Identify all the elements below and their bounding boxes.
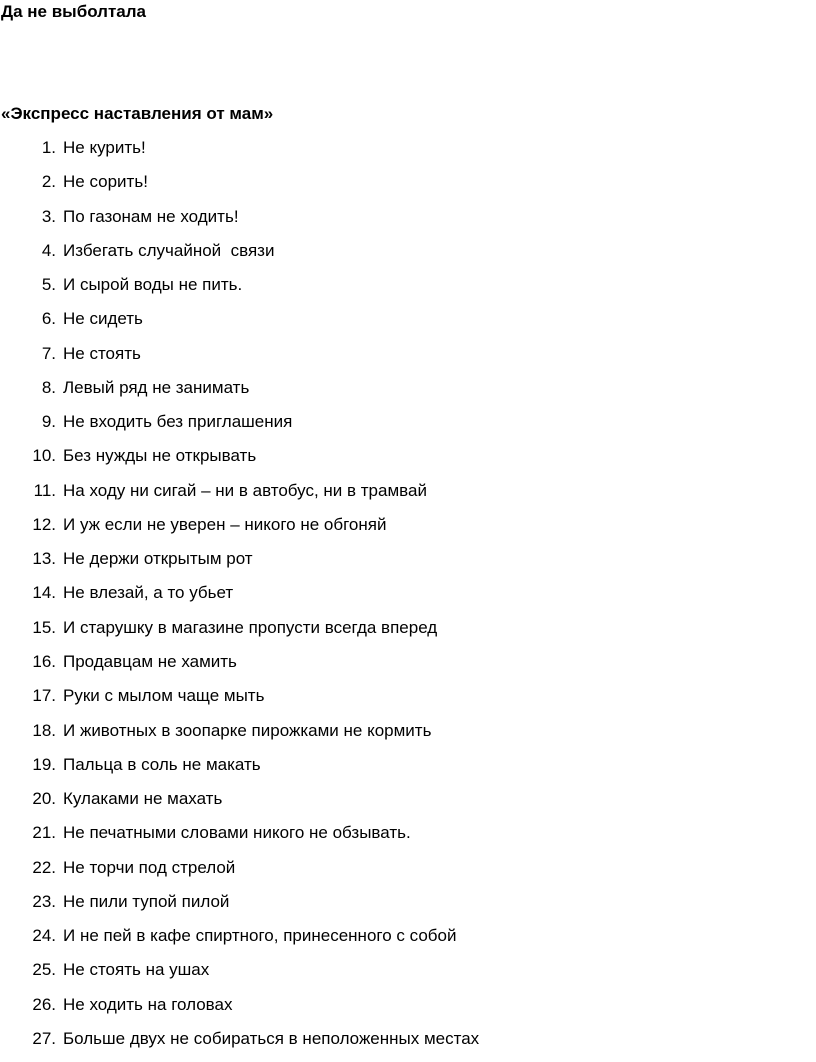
list-item-text: По газонам не ходить! bbox=[63, 206, 239, 226]
list-item-text: И животных в зоопарке пирожками не кормить bbox=[63, 720, 432, 740]
list-item-text: Пальца в соль не макать bbox=[63, 754, 261, 774]
list-item-text: Не держи открытым рот bbox=[63, 549, 253, 569]
list-item-text: Левый ряд не занимать bbox=[63, 377, 250, 397]
list-item-text: Не входить без приглашения bbox=[63, 412, 293, 432]
list-item-text: На ходу ни сигай – ни в автобус, ни в трамвай bbox=[63, 480, 427, 500]
list-item-text: Не сидеть bbox=[63, 309, 143, 329]
list-item-text: Не курить! bbox=[63, 138, 146, 157]
list-item-text: Не стоять bbox=[63, 343, 141, 363]
list-item-text: Не стоять на ушах bbox=[63, 960, 210, 980]
list-item-text: Не влезай, а то убьет bbox=[63, 583, 234, 603]
list-item-text: Кулаками не махать bbox=[63, 789, 223, 809]
list-item-number: 3. bbox=[41, 206, 56, 226]
list-item-number: 1. bbox=[41, 138, 56, 157]
list-item-number: 11. bbox=[33, 480, 56, 500]
list-item-number: 10. bbox=[32, 446, 56, 466]
list-item-text: Без нужды не открывать bbox=[63, 446, 257, 466]
list-item-text: Не пили тупой пилой bbox=[63, 891, 230, 911]
list-item-text: Избегать случайной связи bbox=[63, 240, 275, 260]
list-item-number: 18. bbox=[32, 720, 56, 740]
list-item-text: Не сорить! bbox=[63, 172, 148, 192]
list-item-text: И уж если не уверен – никого не обгоняй bbox=[63, 514, 387, 534]
list-item-number: 26. bbox=[32, 994, 56, 1014]
list-item-number: 16. bbox=[32, 651, 56, 671]
list-item-number: 12. bbox=[32, 514, 56, 534]
list-item-text: И старушку в магазине пропусти всегда вперед bbox=[63, 617, 438, 637]
list-item-number: 17. bbox=[32, 686, 56, 706]
list-item-number: 9. bbox=[41, 412, 56, 432]
list-item-text: И не пей в кафе спиртного, принесенного с собой bbox=[63, 926, 457, 946]
list-item-number: 6. bbox=[41, 309, 56, 329]
list-item-number: 14. bbox=[32, 583, 56, 603]
list-item-text: Продавцам не хамить bbox=[63, 651, 237, 671]
list-item-number: 2. bbox=[41, 172, 56, 192]
list-item-number: 23. bbox=[32, 891, 56, 911]
list-item-number: 8. bbox=[41, 377, 56, 397]
list-item-number: 7. bbox=[41, 343, 56, 363]
list-item-number: 25. bbox=[32, 960, 56, 980]
list-item-number: 24. bbox=[32, 926, 56, 946]
list-item-number: 5. bbox=[41, 275, 56, 295]
list-item-text: Не печатными словами никого не обзывать. bbox=[63, 823, 411, 843]
list-item-text: Не торчи под стрелой bbox=[63, 857, 236, 877]
list-item-number: 15. bbox=[32, 617, 56, 637]
list-item-number: 19. bbox=[32, 754, 56, 774]
list-item-number: 13. bbox=[32, 549, 56, 569]
list-item-text: Не ходить на головах bbox=[63, 994, 233, 1014]
list-item-number: 20. bbox=[32, 789, 56, 809]
list-item-number: 4. bbox=[41, 240, 56, 260]
list-item-text: Руки с мылом чаще мыть bbox=[63, 686, 265, 706]
list-item-text: И сырой воды не пить. bbox=[63, 275, 243, 295]
document-title: Да не выболтала bbox=[1, 2, 146, 21]
section-heading: «Экспресс наставления от мам» bbox=[1, 104, 274, 123]
list-item-text: Больше двух не собираться в неположенных местах bbox=[63, 1028, 480, 1048]
list-item-number: 27. bbox=[32, 1028, 56, 1048]
list-item-number: 21. bbox=[32, 823, 56, 843]
list-item-number: 22. bbox=[32, 857, 56, 877]
